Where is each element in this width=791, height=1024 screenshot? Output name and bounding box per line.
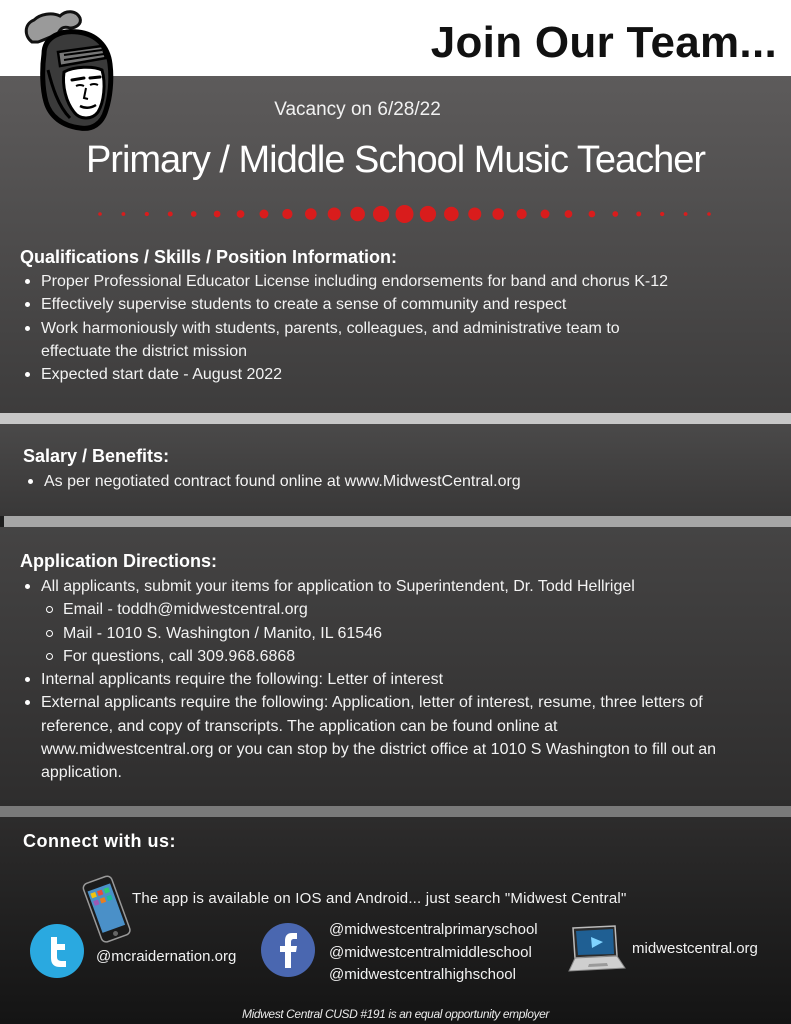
list-item: External applicants require the following: Application, letter of interest, resume, three letters of reference, and copy of transcripts. The application can be found online at www.midwestcentral.org or you can stop by the district office at 1010 S Washington to fill out an application. bbox=[20, 691, 721, 784]
facebook-page-link[interactable]: @midwestcentralhighschool bbox=[329, 966, 516, 983]
divider-dot bbox=[259, 210, 268, 219]
twitter-handle[interactable]: @mcraidernation.org bbox=[96, 948, 237, 965]
divider-dot bbox=[191, 211, 197, 217]
divider-dot bbox=[145, 212, 149, 216]
page-title: Join Our Team... bbox=[430, 18, 777, 67]
divider-dot bbox=[468, 207, 481, 220]
salary-list bbox=[23, 470, 763, 493]
divider-dot bbox=[168, 212, 173, 217]
divider bbox=[4, 516, 791, 527]
divider-dot bbox=[541, 210, 550, 219]
divider-dot bbox=[396, 205, 414, 223]
divider-dot bbox=[282, 209, 292, 219]
footer-text: Midwest Central CUSD #191 is an equal opportunity employer bbox=[242, 1007, 549, 1021]
website-link[interactable]: midwestcentral.org bbox=[632, 940, 758, 957]
list-item bbox=[20, 575, 740, 668]
divider-dot bbox=[684, 212, 688, 216]
divider-dot bbox=[660, 212, 664, 216]
divider-dot bbox=[492, 208, 504, 220]
divider-dot bbox=[237, 210, 245, 218]
mail-address: Mail - 1010 S. Washington / Manito, IL 61546 bbox=[41, 622, 740, 645]
phone-contact: For questions, call 309.968.6868 bbox=[41, 645, 740, 668]
facebook-icon[interactable] bbox=[260, 922, 316, 978]
app-availability-text: The app is available on IOS and Android... just search "Midwest Central" bbox=[132, 890, 627, 907]
divider-dot bbox=[98, 212, 102, 216]
facebook-pages bbox=[329, 919, 538, 987]
decorative-dot-divider bbox=[0, 202, 791, 226]
list-item: Work harmoniously with students, parents, colleagues, and administrative team to effectuate the district mission bbox=[20, 317, 681, 364]
divider-dot bbox=[517, 209, 527, 219]
list-item-text: All applicants, submit your items for application to Superintendent, Dr. Todd Hellrigel bbox=[41, 578, 635, 595]
divider-dot bbox=[122, 212, 126, 216]
qualifications-list bbox=[20, 270, 760, 386]
salary-heading: Salary / Benefits: bbox=[23, 446, 170, 466]
application-heading: Application Directions: bbox=[20, 551, 218, 571]
qualifications-heading: Qualifications / Skills / Position Information: bbox=[20, 247, 398, 267]
connect-heading: Connect with us: bbox=[23, 831, 176, 851]
facebook-page-link[interactable]: @midwestcentralmiddleschool bbox=[329, 943, 532, 961]
facebook-page-link[interactable]: @midwestcentralprimaryschool bbox=[329, 921, 538, 938]
header-bar bbox=[0, 0, 791, 76]
twitter-icon[interactable] bbox=[29, 923, 85, 979]
list-item: Expected start date - August 2022 bbox=[20, 363, 760, 386]
divider-dot bbox=[328, 207, 341, 220]
divider-dot bbox=[350, 207, 365, 222]
email-contact: Email - toddh@midwestcentral.org bbox=[41, 598, 740, 621]
divider-dot bbox=[214, 211, 221, 218]
divider-dot bbox=[589, 211, 596, 218]
vacancy-date: Vacancy on 6/28/22 bbox=[274, 99, 441, 120]
divider-dot bbox=[373, 206, 389, 222]
application-list bbox=[20, 575, 740, 785]
divider bbox=[0, 806, 791, 817]
list-item: As per negotiated contract found online at www.MidwestCentral.org bbox=[23, 470, 763, 493]
application-sublist bbox=[41, 598, 740, 668]
divider-dot bbox=[636, 212, 641, 217]
list-item: Internal applicants require the following: Letter of interest bbox=[20, 668, 740, 691]
divider bbox=[0, 413, 791, 424]
list-item: Effectively supervise students to create a sense of community and respect bbox=[20, 293, 760, 316]
divider-dot bbox=[420, 206, 436, 222]
smartphone-icon bbox=[80, 874, 134, 946]
laptop-icon bbox=[565, 924, 627, 978]
divider-dot bbox=[565, 210, 573, 218]
divider-dot bbox=[305, 208, 317, 220]
divider-dot bbox=[444, 207, 459, 222]
list-item: Proper Professional Educator License including endorsements for band and chorus K-12 bbox=[20, 270, 760, 293]
divider-dot bbox=[612, 211, 618, 217]
job-title: Primary / Middle School Music Teacher bbox=[85, 139, 706, 181]
divider-dot bbox=[707, 212, 711, 216]
